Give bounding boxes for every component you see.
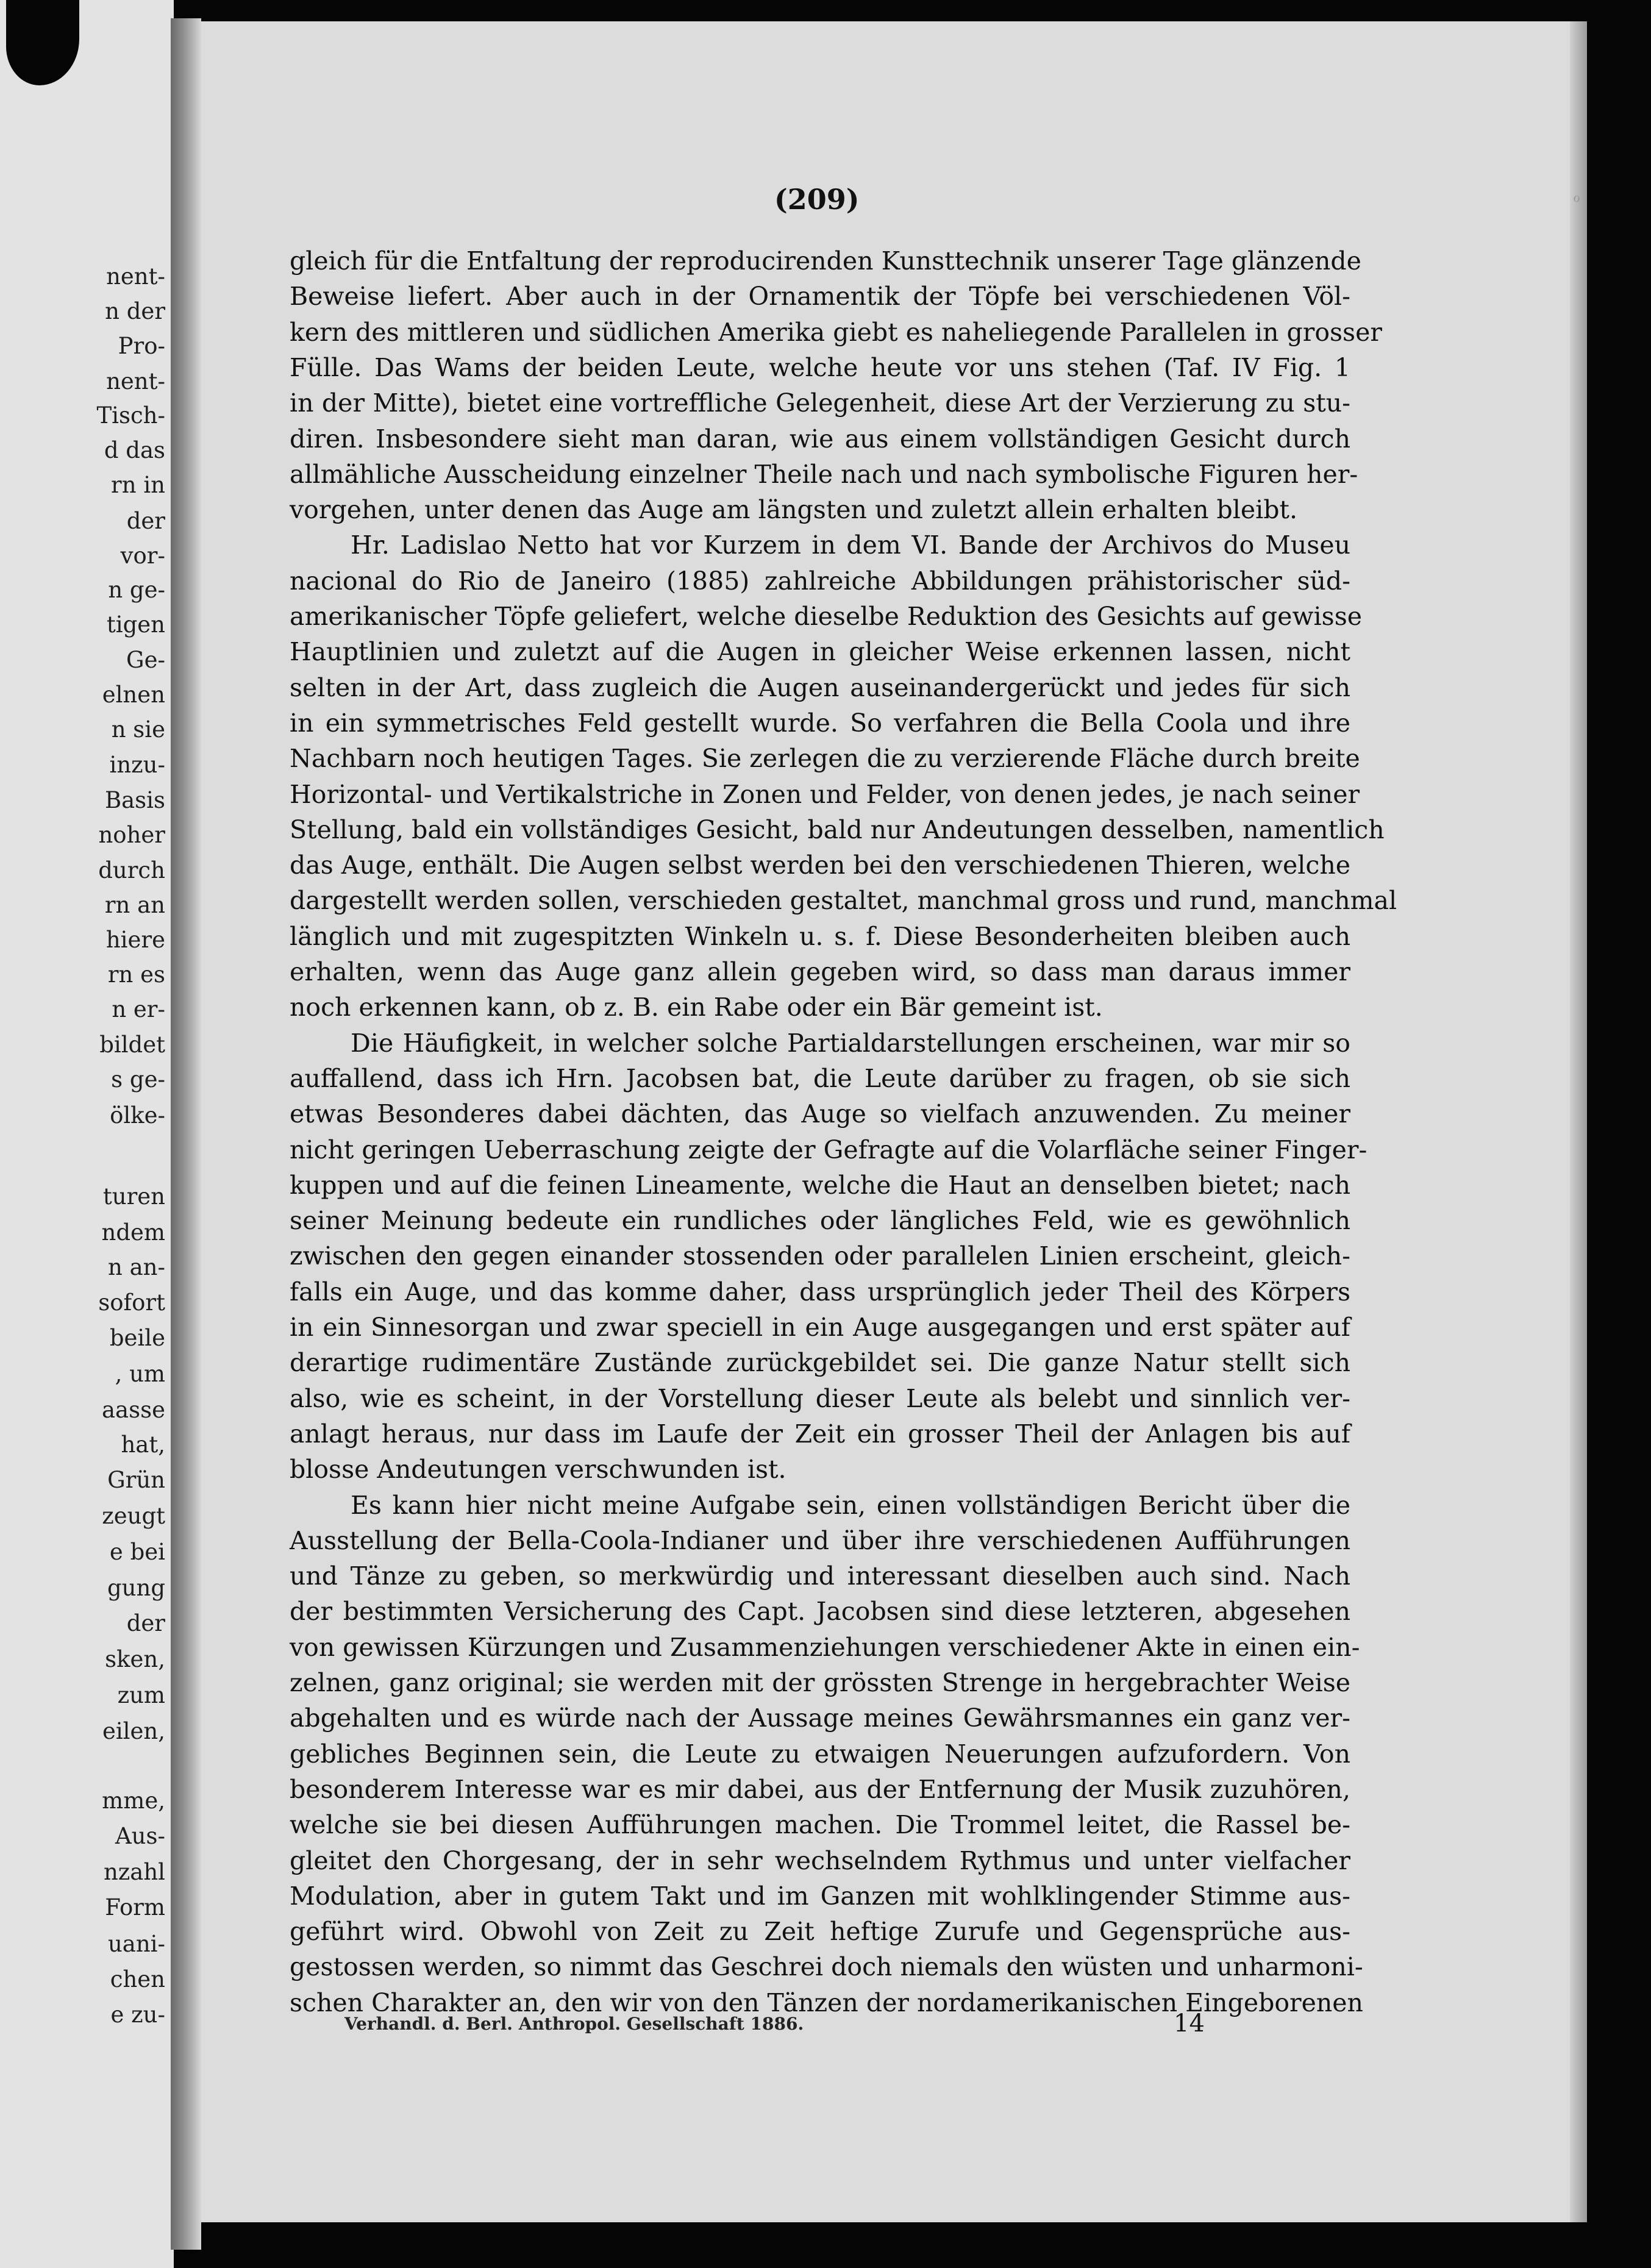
adjacent-page-fragment: d das xyxy=(104,437,165,463)
adjacent-page-fragment: sken, xyxy=(105,1646,165,1672)
adjacent-page-fragment: elnen xyxy=(102,682,165,708)
adjacent-page-fragment: durch xyxy=(98,857,165,883)
adjacent-page-fragment: eilen, xyxy=(102,1718,165,1744)
ink-blot xyxy=(6,0,79,85)
adjacent-page-strip xyxy=(0,0,174,2268)
adjacent-page-fragment: rn in xyxy=(111,472,165,498)
adjacent-page-fragment: rn es xyxy=(107,961,165,988)
adjacent-page-fragment: mme, xyxy=(102,1788,165,1814)
text-line: Horizontal- und Vertikalstriche in Zonen und Felder, von denen jedes, je nach seiner xyxy=(290,779,1360,809)
adjacent-page-fragment: s ge- xyxy=(111,1066,165,1093)
text-line: gleitet den Chorgesang, der in sehr wechselndem Rythmus und unter vielfacher xyxy=(290,1845,1350,1875)
adjacent-page-fragment: noher xyxy=(98,822,165,848)
adjacent-page-fragment: Aus- xyxy=(115,1823,165,1849)
text-line: gebliches Beginnen sein, die Leute zu etwaigen Neuerungen aufzufordern. Von xyxy=(290,1739,1350,1769)
adjacent-page-fragment: rn an xyxy=(104,892,165,918)
adjacent-page-fragment: n ge- xyxy=(108,577,165,603)
adjacent-page-fragment: Ge- xyxy=(126,647,165,673)
text-line: länglich und mit zugespitzten Winkeln u. s. f. Diese Besonderheiten bleiben auch xyxy=(290,921,1350,951)
text-line: schen Charakter an, den wir von den Tänzen der nordamerikanischen Eingeborenen xyxy=(290,1988,1363,2017)
text-line: Stellung, bald ein vollständiges Gesicht, bald nur Andeutungen desselben, namentlich xyxy=(290,815,1385,844)
footer-signature: 14 xyxy=(1174,2009,1205,2038)
adjacent-page-fragment: turen xyxy=(102,1183,165,1210)
adjacent-page-fragment: ndem xyxy=(101,1219,165,1246)
text-line: zwischen den gegen einander stossenden oder parallelen Linien erscheint, gleich- xyxy=(290,1241,1350,1271)
text-line: geführt wird. Obwohl von Zeit zu Zeit heftige Zurufe und Gegensprüche aus- xyxy=(290,1917,1350,1947)
text-line: gleich für die Entfaltung der reproducirenden Kunsttechnik unserer Tage glänzende xyxy=(290,246,1361,276)
text-line: kern des mittleren und südlichen Amerika giebt es naheliegende Parallelen in grosser xyxy=(290,317,1382,347)
adjacent-page-fragment: n der xyxy=(105,298,165,324)
adjacent-page-fragment: n an- xyxy=(108,1254,165,1280)
adjacent-page-fragment: n sie xyxy=(111,716,165,743)
adjacent-page-fragment: e zu- xyxy=(110,2002,165,2028)
footer-journal: Verhandl. d. Berl. Anthropol. Gesellschaft 1886. xyxy=(344,2014,804,2034)
text-line: und Tänze zu geben, so merkwürdig und interessant dieselben auch sind. Nach xyxy=(290,1561,1350,1591)
margin-mark: ℴ xyxy=(1573,188,1581,206)
text-line: Nachbarn noch heutigen Tages. Sie zerlegen die zu verzierende Fläche durch breite xyxy=(290,744,1360,774)
book-binding xyxy=(171,18,201,2250)
text-line: gestossen werden, so nimmt das Geschrei doch niemals den wüsten und unharmoni- xyxy=(290,1952,1363,1982)
adjacent-page-fragment: vor- xyxy=(120,543,165,569)
adjacent-page-fragment: Grün xyxy=(107,1467,165,1493)
adjacent-page-fragment: nent- xyxy=(106,263,165,290)
text-line: blosse Andeutungen verschwunden ist. xyxy=(290,1455,786,1485)
text-line: abgehalten und es würde nach der Aussage meines Gewährsmannes ein ganz ver- xyxy=(290,1703,1350,1733)
text-line: diren. Insbesondere sieht man daran, wie aus einem vollständigen Gesicht durch xyxy=(290,424,1350,454)
adjacent-page-fragment: bildet xyxy=(99,1032,165,1058)
text-line: seiner Meinung bedeute ein rundliches oder längliches Feld, wie es gewöhnlich xyxy=(290,1206,1350,1236)
text-line: Beweise liefert. Aber auch in der Ornamentik der Töpfe bei verschiedenen Völ- xyxy=(290,282,1350,312)
text-line: Es kann hier nicht meine Aufgabe sein, einen vollständigen Bericht über die xyxy=(351,1490,1350,1520)
text-line: amerikanischer Töpfe geliefert, welche dieselbe Reduktion des Gesichts auf gewisse xyxy=(290,602,1362,631)
text-line: Hr. Ladislao Netto hat vor Kurzem in dem VI. Bande der Archivos do Museu xyxy=(351,530,1350,560)
adjacent-page-fragment: ölke- xyxy=(110,1102,165,1129)
adjacent-page-fragment: der xyxy=(126,508,165,534)
text-line: erhalten, wenn das Auge ganz allein gegeben wird, so dass man daraus immer xyxy=(290,957,1350,986)
adjacent-page-fragment: , um xyxy=(115,1361,165,1387)
adjacent-page-fragment: uani- xyxy=(107,1931,165,1957)
adjacent-page-fragment: Basis xyxy=(104,787,165,813)
text-line: von gewissen Kürzungen und Zusammenziehungen verschiedener Akte in einen ein- xyxy=(290,1632,1360,1662)
adjacent-page-fragment: beile xyxy=(109,1325,165,1351)
adjacent-page-fragment: nent- xyxy=(106,368,165,394)
adjacent-page-fragment: Pro- xyxy=(118,333,165,359)
text-line: noch erkennen kann, ob z. B. ein Rabe oder ein Bär gemeint ist. xyxy=(290,993,1103,1022)
adjacent-page-fragment: aasse xyxy=(102,1397,165,1423)
adjacent-page-fragment: zeugt xyxy=(102,1503,165,1529)
text-line: nicht geringen Ueberraschung zeigte der Gefragte auf die Volarfläche seiner Finger- xyxy=(290,1135,1368,1164)
text-line: Fülle. Das Wams der beiden Leute, welche heute vor uns stehen (Taf. IV Fig. 1 xyxy=(290,352,1350,382)
adjacent-page-fragment: Form xyxy=(105,1894,165,1920)
adjacent-page-fragment: der xyxy=(126,1610,165,1636)
text-line: also, wie es scheint, in der Vorstellung dieser Leute als belebt und sinnlich ver- xyxy=(290,1383,1350,1413)
text-line: Die Häufigkeit, in welcher solche Partialdarstellungen erscheinen, war mir so xyxy=(351,1028,1350,1058)
text-line: zelnen, ganz original; sie werden mit der grössten Strenge in hergebrachter Weise xyxy=(290,1668,1350,1697)
page-edge xyxy=(1570,21,1587,2222)
adjacent-page-fragment: chen xyxy=(110,1966,165,1992)
text-line: anlagt heraus, nur dass im Laufe der Zeit ein grosser Theil der Anlagen bis auf xyxy=(290,1419,1350,1449)
text-line: besonderem Interesse war es mir dabei, aus der Entfernung der Musik zuzuhören, xyxy=(290,1774,1350,1804)
text-line: Modulation, aber in gutem Takt und im Ganzen mit wohlklingender Stimme aus- xyxy=(290,1881,1350,1911)
adjacent-page-fragment: hiere xyxy=(105,927,165,953)
text-line: Ausstellung der Bella-Coola-Indianer und über ihre verschiedenen Aufführungen xyxy=(290,1525,1350,1555)
adjacent-page-fragment: inzu- xyxy=(109,752,165,778)
text-line: in ein symmetrisches Feld gestellt wurde. So verfahren die Bella Coola und ihre xyxy=(290,708,1350,738)
text-line: Hauptlinien und zuletzt auf die Augen in gleicher Weise erkennen lassen, nicht xyxy=(290,637,1350,667)
text-line: auffallend, dass ich Hrn. Jacobsen bat, die Leute darüber zu fragen, ob sie sich xyxy=(290,1063,1350,1093)
text-line: in ein Sinnesorgan und zwar speciell in ein Auge ausgegangen und erst später auf xyxy=(290,1313,1350,1342)
text-line: falls ein Auge, und das komme daher, dass ursprünglich jeder Theil des Körpers xyxy=(290,1277,1350,1307)
text-line: vorgehen, unter denen das Auge am längsten und zuletzt allein erhalten bleibt. xyxy=(290,495,1298,525)
adjacent-page-fragment: hat, xyxy=(121,1432,165,1458)
text-line: in der Mitte), bietet eine vortreffliche Gelegenheit, diese Art der Verzierung zu stu- xyxy=(290,388,1350,418)
text-line: etwas Besonderes dabei dächten, das Auge so vielfach anzuwenden. Zu meiner xyxy=(290,1099,1350,1129)
text-line: dargestellt werden sollen, verschieden gestaltet, manchmal gross und rund, manchmal xyxy=(290,886,1397,916)
adjacent-page-fragment: Tisch- xyxy=(96,402,165,429)
adjacent-page-fragment: gung xyxy=(107,1575,165,1601)
adjacent-page-fragment: nzahl xyxy=(103,1859,165,1885)
adjacent-page-fragment: sofort xyxy=(98,1289,165,1316)
text-line: kuppen und auf die feinen Lineamente, welche die Haut an denselben bietet; nach xyxy=(290,1170,1350,1200)
page-number: (209) xyxy=(774,183,860,216)
adjacent-page-fragment: n er- xyxy=(112,996,165,1022)
text-line: derartige rudimentäre Zustände zurückgebildet sei. Die ganze Natur stellt sich xyxy=(290,1348,1350,1378)
text-line: selten in der Art, dass zugleich die Augen auseinandergerückt und jedes für sich xyxy=(290,672,1350,702)
text-line: der bestimmten Versicherung des Capt. Jacobsen sind diese letzteren, abgesehen xyxy=(290,1597,1350,1627)
text-line: das Auge, enthält. Die Augen selbst werden bei den verschiedenen Thieren, welche xyxy=(290,850,1350,880)
text-line: allmähliche Ausscheidung einzelner Theile nach und nach symbolische Figuren her- xyxy=(290,459,1358,489)
adjacent-page-fragment: tigen xyxy=(106,612,165,638)
adjacent-page-fragment: zum xyxy=(117,1682,165,1708)
adjacent-page-fragment: e bei xyxy=(109,1539,165,1565)
text-line: welche sie bei diesen Aufführungen machen. Die Trommel leitet, die Rassel be- xyxy=(290,1810,1350,1840)
text-line: nacional do Rio de Janeiro (1885) zahlreiche Abbildungen prähistorischer süd- xyxy=(290,566,1350,596)
